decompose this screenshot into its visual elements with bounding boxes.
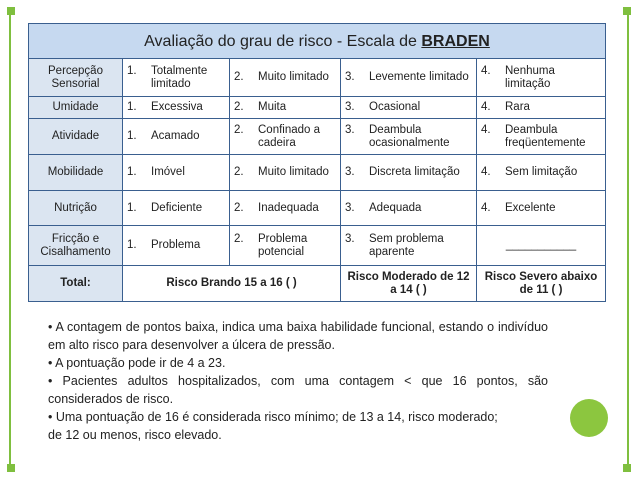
option-cell: [123, 119, 230, 155]
option-number: 3.: [345, 101, 355, 113]
option-text: Imóvel: [151, 166, 185, 178]
row-label: Nutrição: [29, 191, 123, 226]
option-cell: [477, 59, 606, 97]
note-item: de 12 ou menos, risco elevado.: [48, 428, 222, 442]
table-row: [29, 119, 606, 155]
option-number: 2.: [234, 201, 244, 214]
option-cell: [477, 226, 606, 266]
option-text: Ocasional: [369, 101, 421, 113]
option-text: Excelente: [505, 201, 556, 214]
total-row: [29, 266, 606, 302]
option-cell: [123, 191, 230, 226]
option-number: 1.: [127, 101, 137, 113]
option-number: 2.: [234, 71, 244, 83]
row-label: Umidade: [29, 97, 123, 119]
option-cell: [341, 226, 477, 266]
notes-list: [48, 318, 548, 444]
option-number: 2.: [234, 232, 244, 245]
option-text: Totalmente limitado: [151, 64, 208, 90]
option-number: 3.: [345, 232, 355, 245]
note-item: • Uma pontuação de 16 é considerada risco mínimo; de 13 a 14, risco moderado;: [48, 410, 498, 424]
table-row: [29, 59, 606, 97]
option-number: 3.: [345, 123, 355, 136]
total-mild: Risco Brando 15 a 16 ( ): [123, 266, 341, 302]
option-number: 2.: [234, 101, 244, 113]
braden-scale-table: [28, 23, 606, 302]
option-number: 1.: [127, 166, 137, 178]
total-moderate: Risco Moderado de 12 a 14 ( ): [341, 266, 477, 302]
option-text: Problema: [151, 239, 201, 251]
option-number: 3.: [345, 201, 355, 214]
table-title-brand: BRADEN: [421, 32, 490, 50]
option-text: Deficiente: [151, 201, 203, 214]
decorative-green-circle: [570, 399, 608, 437]
option-text: Sem problema aparente: [369, 232, 444, 258]
option-text: Acamado: [151, 130, 200, 142]
option-text: Inadequada: [258, 201, 319, 214]
option-cell: [230, 119, 341, 155]
option-text: Adequada: [369, 201, 422, 214]
frame-corner: [7, 7, 15, 15]
option-text: Muito limitado: [258, 166, 329, 178]
option-cell: [123, 155, 230, 191]
table-row: [29, 155, 606, 191]
table-row: [29, 97, 606, 119]
option-number: 4.: [481, 166, 491, 178]
option-cell: [230, 191, 341, 226]
note-item: • A pontuação pode ir de 4 a 23.: [48, 356, 226, 370]
row-label: Mobilidade: [29, 155, 123, 191]
option-number: 1.: [127, 64, 137, 77]
option-text: Muita: [258, 101, 287, 113]
frame-corner: [623, 7, 631, 15]
option-cell: [123, 97, 230, 119]
table-row: [29, 191, 606, 226]
option-cell: [477, 119, 606, 155]
option-cell: [477, 155, 606, 191]
option-text: Nenhuma limitação: [505, 64, 555, 90]
option-text: Sem limitação: [505, 166, 578, 178]
note-item: • A contagem de pontos baixa, indica uma baixa habilidade funcional, estando o indivíduo em alto risco para desenvolver a úlcera de pressão.: [48, 320, 548, 352]
frame-corner: [7, 464, 15, 472]
option-text: Muito limitado: [258, 71, 329, 83]
option-text: Problema potencial: [258, 232, 308, 258]
option-text: Confinado a cadeira: [258, 123, 321, 149]
table-title: [29, 24, 606, 59]
table-title-prefix: Avaliação do grau de risco - Escala de: [144, 32, 422, 50]
table-title-row: [29, 24, 606, 59]
option-number: 4.: [481, 64, 491, 77]
option-text: Deambula ocasionalmente: [369, 123, 450, 149]
row-label: Percepção Sensorial: [29, 59, 123, 97]
option-number: 1.: [127, 130, 137, 142]
option-text: Excessiva: [151, 101, 203, 113]
option-number: 1.: [127, 239, 137, 251]
option-number: 2.: [234, 123, 244, 136]
option-cell: [123, 226, 230, 266]
note-item: • Pacientes adultos hospitalizados, com uma contagem < que 16 pontos, são considerados de risco.: [48, 374, 548, 406]
option-text: Levemente limitado: [369, 71, 469, 83]
total-label: Total:: [29, 266, 123, 302]
total-severe: Risco Severo abaixo de 11 ( ): [477, 266, 606, 302]
blank-line: ___________: [505, 239, 577, 251]
option-cell: [230, 59, 341, 97]
option-text: Discreta limitação: [369, 166, 460, 178]
option-cell: [341, 155, 477, 191]
option-number: 4.: [481, 101, 491, 113]
option-cell: [341, 97, 477, 119]
option-cell: [341, 191, 477, 226]
option-text: Deambula freqüentemente: [505, 123, 586, 149]
frame-corner: [623, 464, 631, 472]
option-number: 1.: [127, 201, 137, 214]
table-row: [29, 226, 606, 266]
row-label: Atividade: [29, 119, 123, 155]
option-cell: [230, 155, 341, 191]
option-cell: [477, 97, 606, 119]
option-cell: [230, 226, 341, 266]
row-label: Fricção e Cisalhamento: [29, 226, 123, 266]
option-text: Rara: [505, 101, 530, 113]
option-cell: [477, 191, 606, 226]
option-number: 4.: [481, 201, 491, 214]
option-cell: [341, 119, 477, 155]
option-number: 3.: [345, 71, 355, 83]
option-cell: [341, 59, 477, 97]
option-number: 2.: [234, 166, 244, 178]
option-cell: [230, 97, 341, 119]
option-cell: [123, 59, 230, 97]
option-number: 4.: [481, 123, 491, 136]
option-number: 3.: [345, 166, 355, 178]
